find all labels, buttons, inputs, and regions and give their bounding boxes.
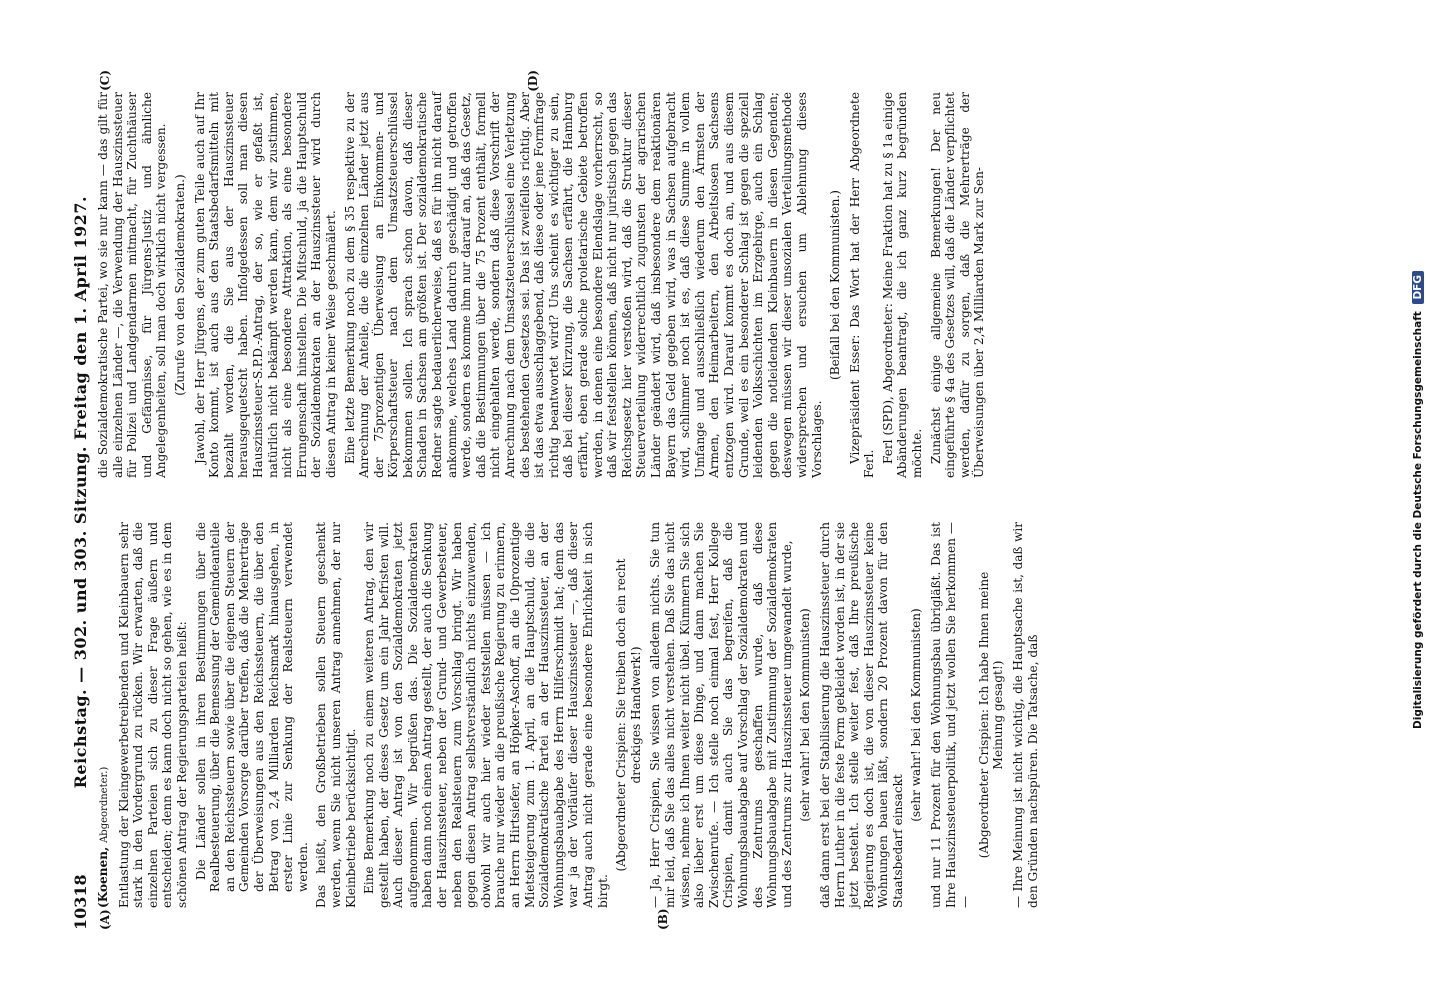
- dfg-logo: DFG: [1412, 271, 1424, 304]
- digitization-text: Digitalisierung gefördert durch die Deutsche Forschungsgemeinschaft: [1412, 311, 1424, 729]
- interjection: (Zurufe von den Sozialdemokraten.): [172, 174, 187, 396]
- paragraph: — Ihre Meinung ist nicht wichtig, die Hauptsache ist, daß wir den Gründen nachspüren. Die Tatsache, daß: [1011, 522, 1040, 908]
- paragraph: Das heißt, den Großbetrieben sollen Steuern geschenkt werden, wenn Sie nicht unseren Antrag annehmen, der nur Kleinbetriebe berücksichtigt.: [314, 522, 358, 908]
- right-column: [96, 92, 1044, 478]
- page-title: Reichstag. — 302. und 303. Sitzung. Freitag den 1. April 1927.: [71, 195, 90, 789]
- document-page: [67, 60, 1367, 940]
- interjection: (sehr wahr! bei den Kommunisten): [798, 608, 813, 822]
- left-column: [96, 522, 1044, 908]
- paragraph: Entlastung der Kleingewerbetreibenden und Kleinbauern sehr stark in den Vordergrund zu rücken. Wir erwarten, daß die einzelnen Parteien sich zu dieser Frage äußern und entscheiden; denn es kann doch nicht so gehen, wie es in dem schönen Antrag der Regierungsparteien heißt:: [116, 522, 189, 908]
- paragraph: Eine letzte Bemerkung noch zu dem § 35 respektive zu der Anrechnung der Anteile, die die einzelnen Länder jetzt aus der 75prozentigen Überweisung an Einkommen- und Körperschaftsteuer nach dem Umsatzsteuerschlüssel bekommen sollen. Ich sprach schon davon, daß dieser Schaden in Sachsen am größten ist. Der sozialdemokratische Redner sagte bedauerlicherweise, daß es für ihn nicht darauf ankomme, welches Land dadurch geschädigt und getroffen werde, sondern es komme ihm nur darauf an, daß das Gesetz, daß die Bestimmungen über die 75 Prozent enthält, formell nicht eingehalten werde, sondern daß diese Vorschrift der Anrechnung nach dem Umsatzsteuerschlüssel eine Verletzung des bestehenden Gesetzes sei. Das ist zweifellos richtig. Aber ist das etwa ausschlaggebend, daß diese oder jene Formfrage richtig beantwortet wird? Uns scheint es wichtiger zu sein, daß bei dieser Kürzung, die Sachsen erfährt, die Hamburg erfährt, eben gerade solche proletarische Gebiete betroffen werden, in denen eine besondere Elendslage vorherrscht, so daß wir feststellen können, daß nicht nur juristisch gegen das Reichsgesetz hier verstoßen wird, daß die Struktur dieser Steuerverteilung widerrechtlich zugunsten der agrarischen Länder geändert wird, daß insbesondere dem reaktionären Bayern das Geld gegeben wird, was in Sachsen aufgebracht wird, schlimmer noch ist es, daß diese Summe in vollem Umfange und ausschließlich wiederum den Ärmsten der Armen, den Heimarbeitern, den Arbeitslosen Sachsens entzogen wird. Darauf kommt es doch an, und aus diesem Grunde, weil es ein besonderer Schlag ist gegen die speziell leidenden Volksschichten im Erzgebirge, auch ein Schlag gegen die notleidenden Kleinbauern in diesen Gegenden; deswegen müssen wir dieser unsozialen Verteilungsmethode widersprechen und ersuchen um Ablehnung dieses Vorschlages.: [342, 92, 824, 478]
- interjection: (sehr wahr! bei den Kommunisten): [909, 608, 924, 822]
- margin-mark-d: (D): [526, 70, 540, 92]
- paragraph: Jawohl, der Herr Jürgens, der zum guten Teile auch auf Ihr Konto kommt, ist auch aus den Staatsbedarfsmitteln mit bezahlt worden, die Sie aus der Hauszinssteuer herausgequetscht haben. Infolgedessen soll man diesen Hauszinssteuer-S.P.D.-Antrag, der so, wie er gefaßt ist, natürlich nicht bekämpft werden kann, dem wir zustimmen, nicht als eine besondere Attraktion, als eine besondere Errungenschaft hinstellen. Die Mitschuld, ja die Hauptschuld der Sozialdemokraten an der Hauszinssteuer wird durch diesen Antrag in keiner Weise geschmälert.: [192, 92, 338, 478]
- speaker-name: (Koenen,: [96, 846, 110, 908]
- quotation: Die Länder sollen in ihren Bestimmungen über die Realbesteuerung, über die Bemessung der Gemeindeanteile an den Reichssteuern sowie über die eigenen Steuern der Gemeinden Vorsorge darüber treffen, daß die Mehrerträge der Überweisungen aus den Reichssteuern, die über den Betrag von 2,4 Milliarden Reichsmark hinausgehen, in erster Linie zur Senkung der Realsteuern verwendet werden.: [193, 522, 310, 892]
- speaker-line: [96, 522, 113, 908]
- page-number: 10318: [71, 874, 90, 930]
- paragraph: — Ja, Herr Crispien, Sie wissen von alledem nichts. Sie tun mir leid, daß Sie das alles nicht verstehen. Daß Sie das nicht wissen, nehme ich Ihnen weiter nicht übel. Kümmern Sie sich also lieber erst um diese Dinge, und dann machen Sie Zwischenrufe. — Ich stelle noch einmal fest, Herr Kollege Crispien, damit auch Sie das begreifen, daß die Wohnungsbauabgabe auf Vorschlag der Sozialdemokraten und des Zentrums geschaffen wurde, daß diese Wohnungsbauabgabe mit Zustimmung der Sozialdemokraten und des Zentrums zur Hauszinssteuer umgewandelt wurde,: [648, 522, 794, 908]
- interjection: (Abgeordneter Crispien: Ich habe Ihnen meine Meinung gesagt!): [976, 571, 1006, 859]
- paragraph: Vizepräsident Esser: Das Wort hat der Herr Abgeordnete Ferl.: [847, 92, 877, 478]
- interjection: (Beifall bei den Kommunisten.): [828, 190, 843, 380]
- margin-mark-a: (A): [98, 909, 112, 930]
- text-columns: [96, 70, 1044, 930]
- paragraph: die Sozialdemokratische Partei, wo sie nur kann — das gilt für alle einzelnen Länder —, die Verwendung der Hauszinssteuer für Polizei und Landgendarmen mitmacht, für Zuchthäuser und Gefängnisse, für Jürgens-Justiz und ähnliche Angelegenheiten, soll man doch wirklich nicht vergessen.: [96, 92, 169, 478]
- page-header: [71, 70, 90, 930]
- margin-mark-b: (B): [656, 908, 670, 930]
- interjection: (Abgeordneter Crispien: Sie treiben doch ein recht dreckiges Handwerk!): [614, 558, 643, 872]
- speaker-role: Abgeordneter.): [99, 766, 110, 843]
- paragraph: Ferl (SPD), Abgeordneter: Meine Fraktion hat zu § 1a einige Abänderungen beantragt, die ich ganz kurz begründen möchte.: [880, 92, 925, 478]
- paragraph: und nur 11 Prozent für den Wohnungsbau übrigläßt. Das ist Ihre Hauszinssteuerpolitik, und jetzt wollen Sie herkommen — —: [929, 522, 973, 908]
- paragraph: Eine Bemerkung noch zu einem weiteren Antrag, den wir gestellt haben, der dieses Gesetz um ein Jahr befristen will. Auch dieser Antrag ist von den Sozialdemokraten jetzt aufgenommen. Wir begrüßen das. Die Sozialdemokraten haben dann noch einen Antrag gestellt, der auch die Senkung der Hauszinssteuer, neben der Grund- und Gewerbesteuer, neben den Realsteuern zum Vorschlag bringt. Wir haben gegen diesen Antrag selbstverständlich nichts einzuwenden, obwohl wir auch hier wieder feststellen müssen — ich brauche nur wieder an die preußische Regierung zu erinnern, an Herrn Hirtsiefer, an Höpker-Aschoff, an die 10prozentige Mietsteigerung zum 1. April, an die Hauptschuld, die die Sozialdemokratische Partei an der Hauszinssteuer, an der Wohnungsbauabgabe des Herrn Hilferschmidt hat; denn das war ja der Vorläufer dieser Hauszinssteuer —, daß dieser Antrag auch nicht gerade eine besondere Ehrlichkeit in sich birgt.: [362, 522, 610, 908]
- digitization-note: [1412, 10, 1424, 990]
- paragraph: daß dann erst bei der Stabilisierung die Hauszinssteuer durch Herrn Luther in die feste Form gekleidet worden ist, in der sie jetzt besteht. Ich stelle weiter fest, daß Ihre preußische Regierung es doch ist, die von dieser Hauszinssteuer keine Wohnungen bauen läßt, sondern 20 Prozent davon für den Staatsbedarf einsackt: [817, 522, 905, 908]
- paragraph: Zunächst einige allgemeine Bemerkungen! Der neu eingeführte § 4a des Gesetzes will, daß die Länder verpflichtet werden, dafür zu sorgen, daß die Mehrerträge der Überweisungen über 2,4 Milliarden Mark zur Sen-: [928, 92, 987, 478]
- margin-mark-c: (C): [98, 70, 112, 91]
